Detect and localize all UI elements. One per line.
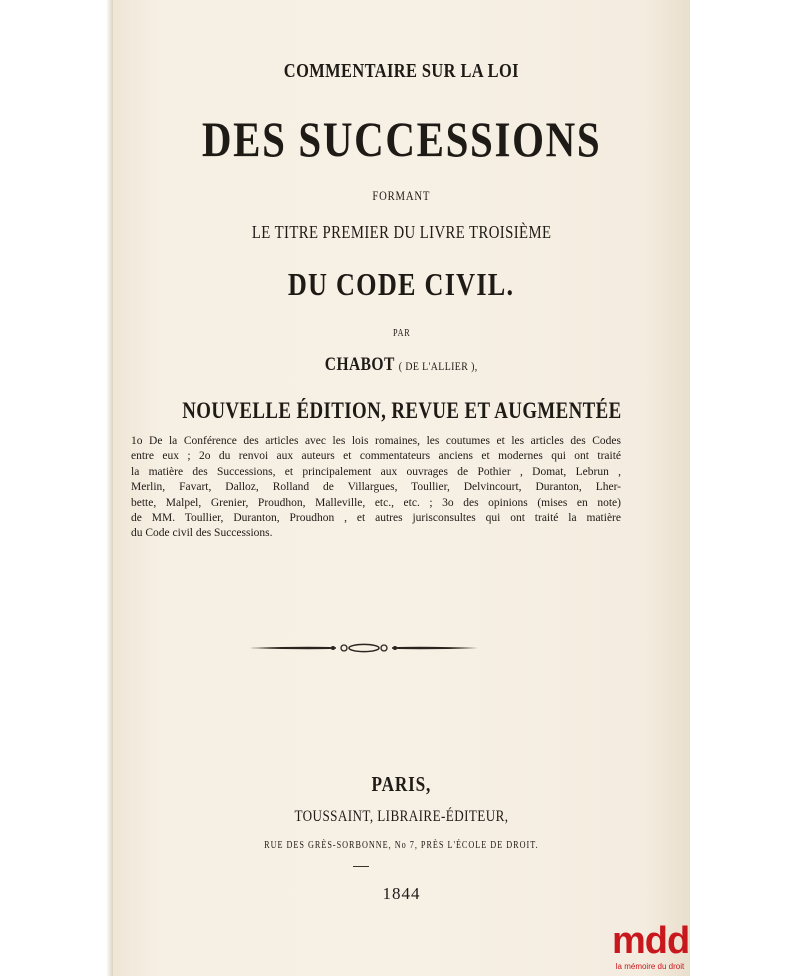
description-line: la matière des Successions, et principalement aux ouvrages de Pothier , Domat, Lebrun , [131, 465, 621, 478]
description-line: bette, Malpel, Grenier, Proudhon, Malleville, etc., etc. ; 3o des opinions (mises en note) [131, 496, 621, 509]
ornament-divider-icon [250, 641, 478, 655]
main-title: DES SUCCESSIONS [201, 111, 602, 167]
description-line: de MM. Toullier, Duranton, Proudhon , et autres jurisconsultes qui ont traité la matière [131, 512, 621, 525]
publisher: TOUSSAINT, LIBRAIRE-ÉDITEUR, [294, 808, 509, 825]
short-rule [353, 866, 369, 867]
author-note: ( DE L'ALLIER ), [399, 359, 478, 373]
subtitle: LE TITRE PREMIER DU LIVRE TROISIÈME [251, 222, 552, 242]
code-title: DU CODE CIVIL. [288, 266, 515, 302]
address: RUE DES GRÈS-SORBONNE, No 7, PRÈS L'ÉCOLE DE DROIT. [264, 840, 539, 851]
description-line: du Code civil des Successions. [131, 527, 273, 540]
description-paragraph [131, 434, 621, 542]
mdd-watermark-logo [612, 922, 688, 971]
logo-tagline: la mémoire du droit [615, 962, 685, 971]
formant-text: FORMANT [372, 188, 431, 203]
par-text: PAR [392, 328, 411, 339]
heading-line1: COMMENTAIRE SUR LA LOI [283, 60, 520, 82]
description-line: entre eux ; 2o du renvoi aux auteurs et commentateurs anciens et modernes qui ont traité [131, 450, 621, 463]
edition-heading: NOUVELLE ÉDITION, REVUE ET AUGMENTÉE [181, 398, 622, 423]
description-line: 1o De la Conférence des articles avec les lois romaines, les coutumes et les articles des Codes [131, 435, 621, 447]
logo-text: mdd [612, 920, 690, 962]
city: PARIS, [371, 772, 432, 796]
description-line: Merlin, Favart, Dalloz, Rolland de Villargues, Toullier, Delvincourt, Duranton, Lher- [131, 481, 621, 494]
author-name: CHABOT [325, 354, 395, 375]
author-line [113, 354, 690, 376]
year: 1844 [382, 884, 421, 903]
